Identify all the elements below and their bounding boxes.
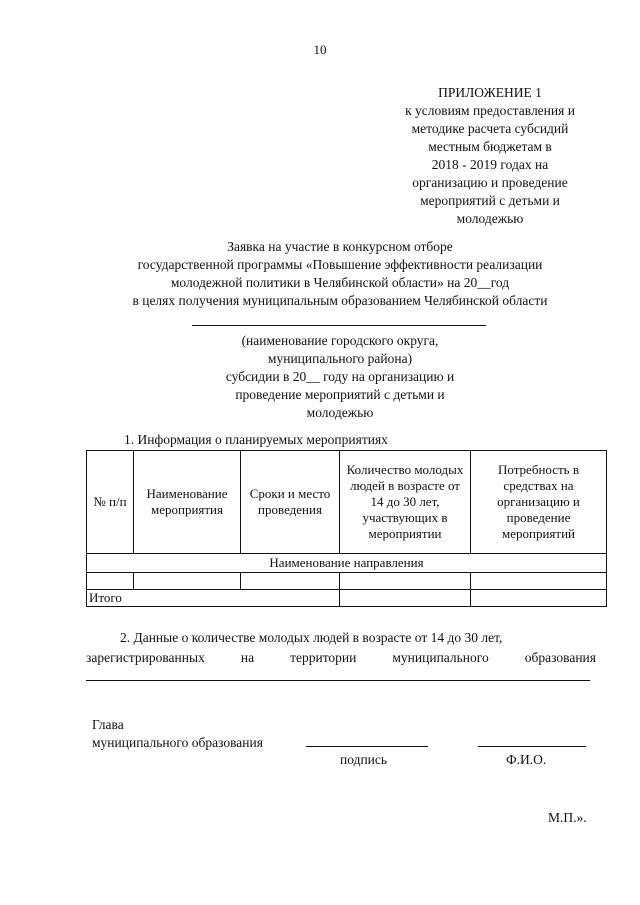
table-row — [87, 573, 607, 590]
appendix-title: ПРИЛОЖЕНИЕ 1 — [438, 85, 542, 100]
section2-blank-line — [86, 680, 590, 681]
header-name: Наименование мероприятия — [134, 451, 241, 554]
section2-word: зарегистрированных — [86, 650, 205, 665]
empty-cell — [471, 573, 607, 590]
direction-row: Наименование направления — [87, 554, 607, 573]
signature-line — [306, 746, 428, 747]
subtitle-line: (наименование городского округа, — [241, 333, 439, 348]
header-num: № п/п — [87, 451, 134, 554]
events-table — [86, 450, 607, 607]
section2-word: территории — [290, 650, 357, 665]
section2-line2 — [86, 648, 596, 668]
header-count: Количество молодых людей в возрасте от 14 до 30 лет, участвующих в мероприятии — [340, 451, 471, 554]
municipality-subtitle — [190, 332, 490, 422]
section2-text — [86, 628, 596, 648]
appendix-line: местным бюджетам в — [428, 139, 552, 154]
empty-cell — [340, 573, 471, 590]
total-need-cell — [471, 590, 607, 607]
total-count-cell — [340, 590, 471, 607]
fio-line — [478, 746, 586, 747]
application-title — [60, 238, 620, 310]
municipality-blank-line — [192, 325, 486, 326]
header-place: Сроки и место проведения — [241, 451, 340, 554]
head-line: Глава — [92, 717, 124, 732]
empty-cell — [134, 573, 241, 590]
appendix-line: 2018 - 2019 годах на — [431, 157, 549, 172]
subtitle-line: молодежью — [306, 405, 374, 420]
total-row — [87, 590, 607, 607]
page-number: 10 — [313, 42, 327, 57]
signature-caption: подпись — [340, 752, 388, 767]
section1-title: 1. Информация о планируемых мероприятиях — [124, 432, 388, 447]
subtitle-line: субсидии в 20__ году на организацию и — [225, 369, 455, 384]
section2-line1: 2. Данные о количестве молодых людей в возрасте от 14 до 30 лет, — [120, 630, 503, 645]
total-label: Итого — [87, 590, 340, 607]
appendix-line: организацию и проведение — [412, 175, 568, 190]
appendix-line: молодежью — [456, 211, 524, 226]
subtitle-line: муниципального района) — [267, 351, 413, 366]
appendix-header — [380, 84, 600, 228]
application-line: в целях получения муниципальным образованием Челябинской области — [132, 293, 548, 308]
appendix-line: к условиям предоставления и — [405, 103, 575, 118]
subtitle-line: проведение мероприятий с детьми и — [235, 387, 445, 402]
empty-cell — [87, 573, 134, 590]
stamp-place: М.П.». — [548, 810, 587, 825]
section2-word: муниципального — [392, 650, 489, 665]
section2-word: образования — [524, 650, 596, 665]
appendix-line: мероприятий с детьми и — [420, 193, 560, 208]
section2-word: на — [240, 650, 255, 665]
fio-caption: Ф.И.О. — [506, 752, 547, 767]
head-label — [92, 716, 263, 752]
application-line: государственной программы «Повышение эффективности реализации — [137, 257, 543, 272]
empty-cell — [241, 573, 340, 590]
appendix-line: методике расчета субсидий — [411, 121, 569, 136]
header-need: Потребность в средствах на организацию и проведение мероприятий — [471, 451, 607, 554]
application-line: Заявка на участие в конкурсном отборе — [227, 239, 453, 254]
application-line: молодежной политики в Челябинской области» на 20__год — [170, 275, 510, 290]
head-line: муниципального образования — [92, 735, 263, 750]
